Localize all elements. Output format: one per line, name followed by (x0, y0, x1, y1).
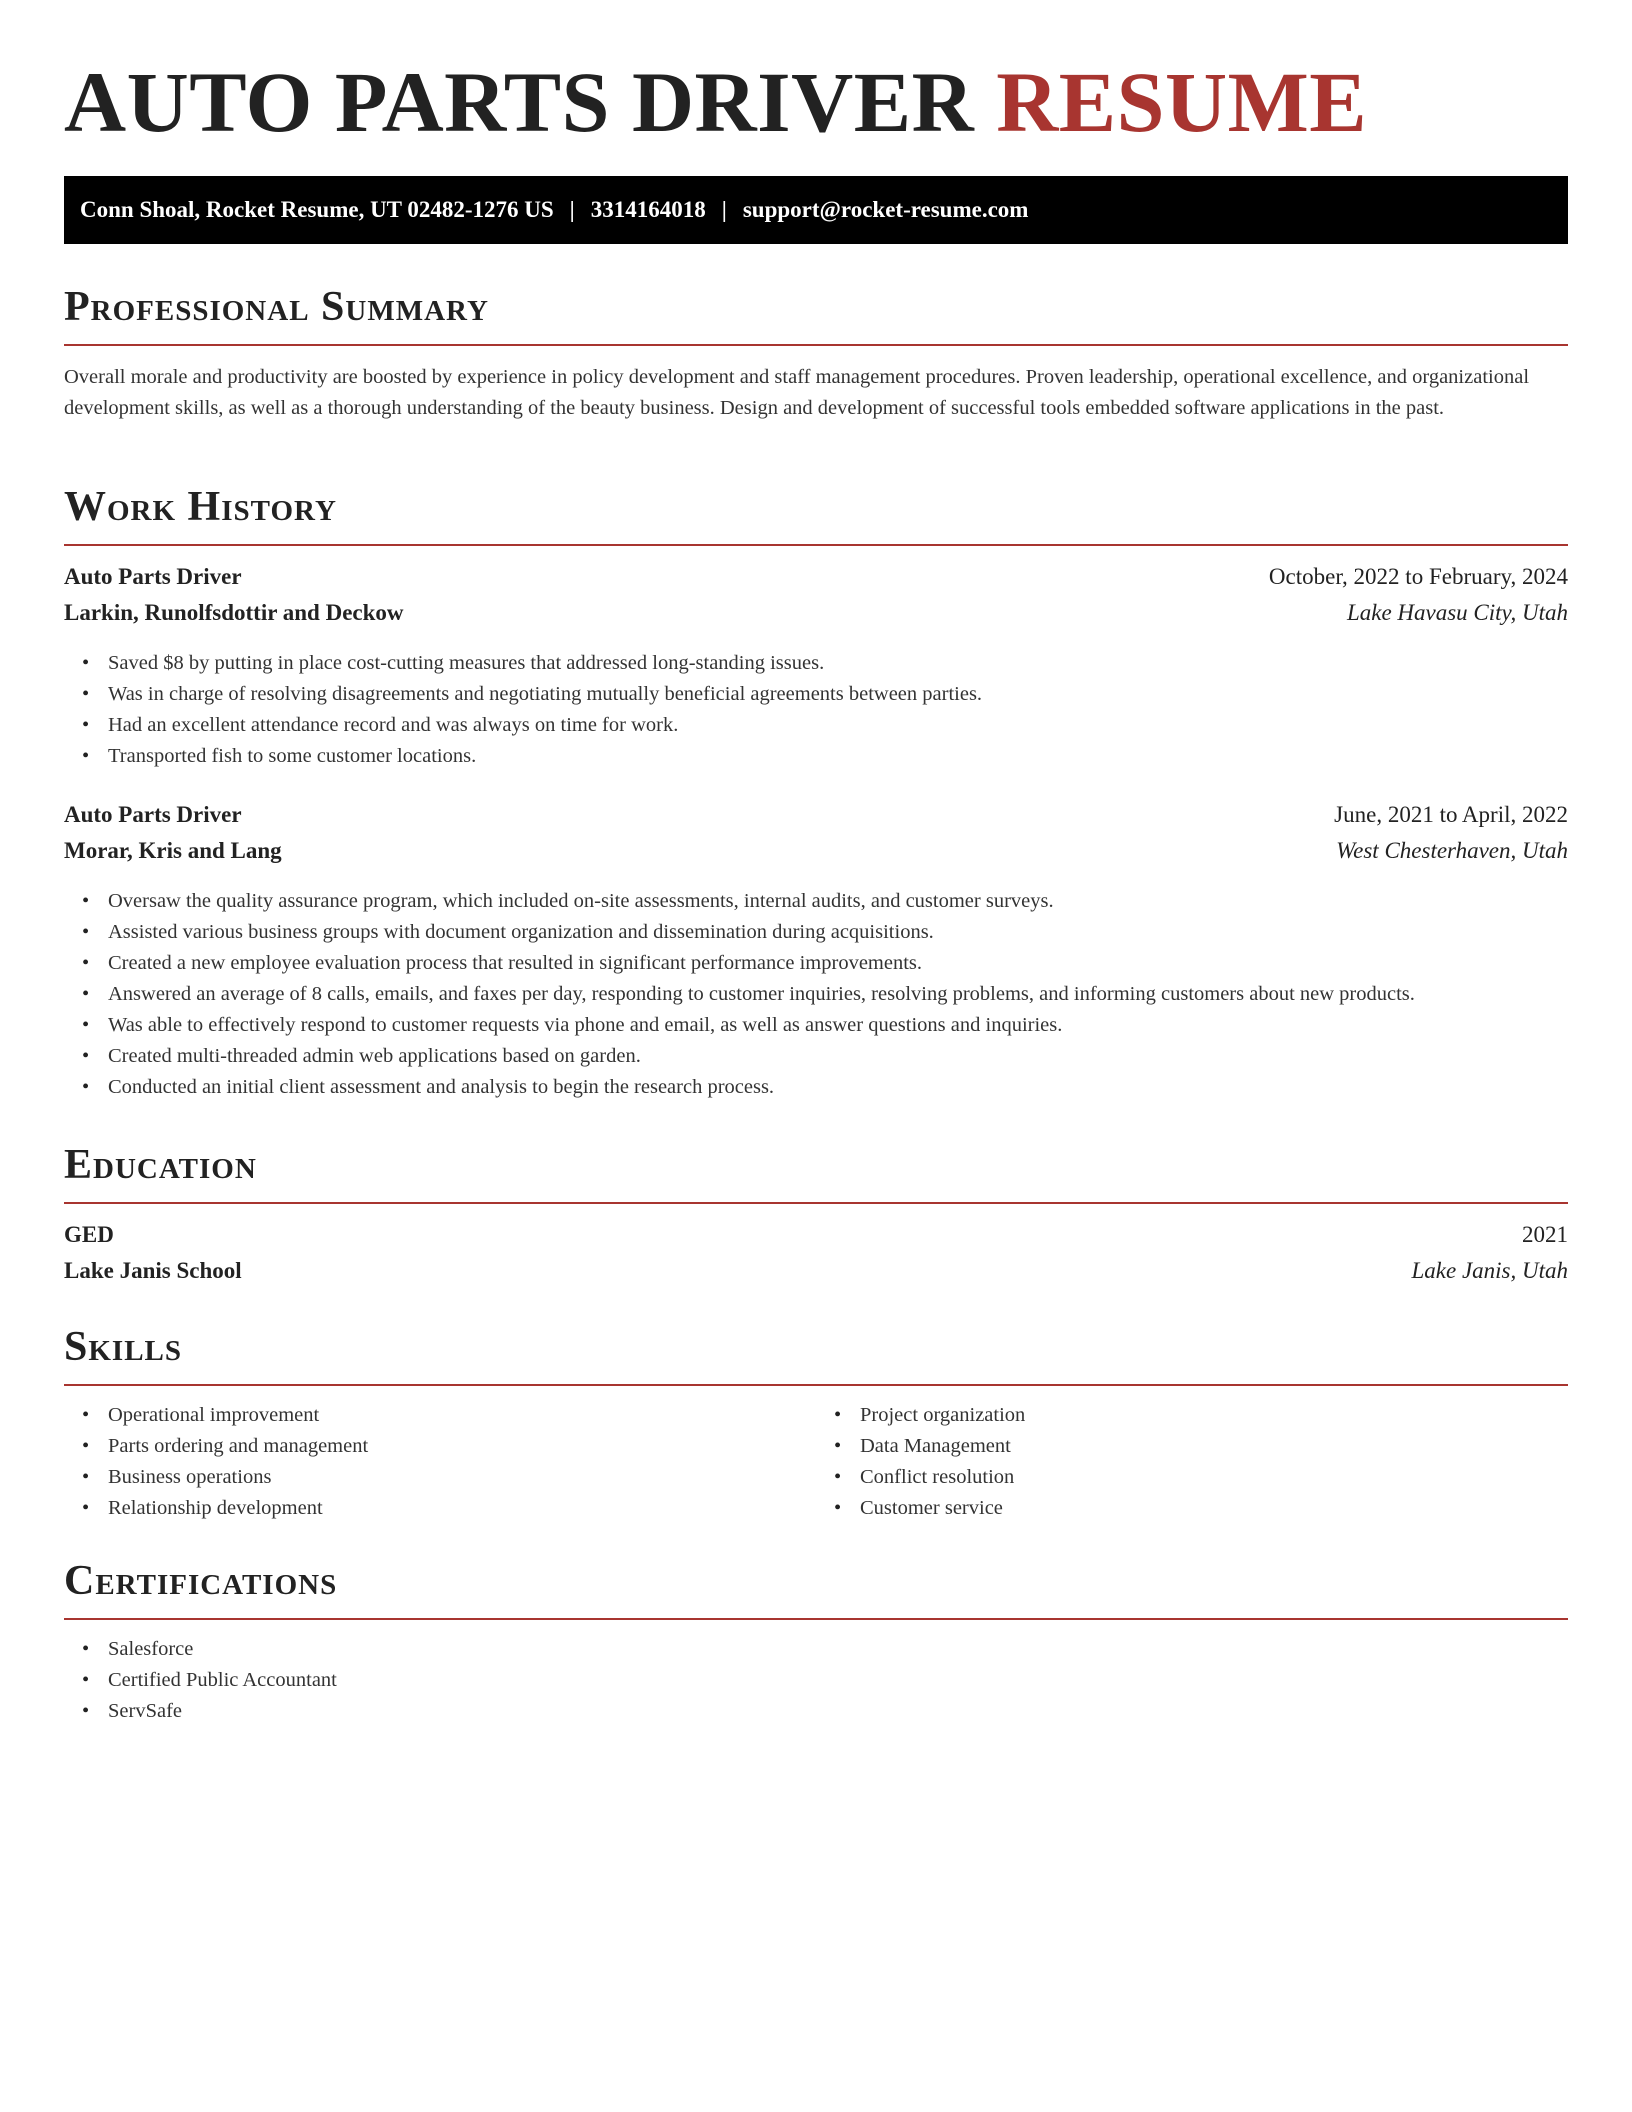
work-heading: Work History (64, 482, 1568, 546)
job-title: Auto Parts Driver (64, 802, 242, 827)
list-item: • Conflict resolution (860, 1462, 1568, 1493)
contact-phone: 3314164018 (590, 197, 706, 222)
list-item: • Created a new employee evaluation process that resulted in significant performance improvements. (108, 948, 1568, 979)
certifications-heading: Certifications (64, 1556, 1568, 1620)
list-item: • Operational improvement (108, 1400, 816, 1431)
summary-section (64, 282, 1568, 424)
contact-separator: | (721, 197, 727, 222)
skills-section (64, 1322, 1568, 1524)
education-heading: Education (64, 1140, 1568, 1204)
work-section (64, 482, 1568, 1103)
education-section (64, 1140, 1568, 1294)
certifications-section (64, 1556, 1568, 1727)
list-item: • Was in charge of resolving disagreements and negotiating mutually beneficial agreements between parties. (108, 679, 1568, 710)
job-title: Auto Parts Driver (64, 564, 242, 589)
list-item: • Parts ordering and management (108, 1431, 816, 1462)
list-item: • Created multi-threaded admin web applications based on garden. (108, 1041, 1568, 1072)
job-location: Lake Havasu City, Utah (1346, 600, 1568, 625)
resume-title (64, 52, 1367, 152)
job-bullets (64, 648, 1568, 772)
contact-address: Conn Shoal, Rocket Resume, UT 02482-1276 US (80, 197, 554, 222)
list-item: • ServSafe (108, 1696, 1568, 1727)
job-location: West Chesterhaven, Utah (1336, 838, 1568, 863)
list-item: • Saved $8 by putting in place cost-cutting measures that addressed long-standing issues. (108, 648, 1568, 679)
title-main: AUTO PARTS DRIVER (64, 54, 975, 150)
education-degree: GED (64, 1222, 114, 1247)
education-location: Lake Janis, Utah (1411, 1258, 1568, 1283)
job-dates: June, 2021 to April, 2022 (1334, 802, 1568, 827)
education-year: 2021 (1522, 1222, 1568, 1247)
list-item: • Relationship development (108, 1493, 816, 1524)
contact-separator: | (569, 197, 575, 222)
skills-left-list (64, 1400, 816, 1524)
job-entry (64, 802, 1568, 1103)
contact-email[interactable]: support@rocket-resume.com (742, 197, 1029, 222)
job-company: Morar, Kris and Lang (64, 838, 282, 863)
summary-heading: Professional Summary (64, 282, 1568, 346)
list-item: • Salesforce (108, 1634, 1568, 1665)
list-item: • Assisted various business groups with document organization and dissemination during acquisitions. (108, 917, 1568, 948)
list-item: • Data Management (860, 1431, 1568, 1462)
list-item: • Was able to effectively respond to customer requests via phone and email, as well as answer questions and inquiries. (108, 1010, 1568, 1041)
skills-heading: Skills (64, 1322, 1568, 1386)
job-company: Larkin, Runolfsdottir and Deckow (64, 600, 404, 625)
list-item: • Customer service (860, 1493, 1568, 1524)
list-item: • Transported fish to some customer locations. (108, 741, 1568, 772)
list-item: • Oversaw the quality assurance program, which included on-site assessments, internal audits, and customer surveys. (108, 886, 1568, 917)
education-school: Lake Janis School (64, 1258, 242, 1283)
list-item: • Certified Public Accountant (108, 1665, 1568, 1696)
list-item: • Conducted an initial client assessment and analysis to begin the research process. (108, 1072, 1568, 1103)
list-item: • Had an excellent attendance record and was always on time for work. (108, 710, 1568, 741)
job-bullets (64, 886, 1568, 1103)
education-entry (64, 1222, 1568, 1294)
list-item: • Project organization (860, 1400, 1568, 1431)
job-entry (64, 564, 1568, 772)
contact-bar (64, 176, 1568, 244)
list-item: • Business operations (108, 1462, 816, 1493)
list-item: • Answered an average of 8 calls, emails, and faxes per day, responding to customer inquiries, resolving problems, and informing customers about new products. (108, 979, 1568, 1010)
job-dates: October, 2022 to February, 2024 (1268, 564, 1568, 589)
title-accent: RESUME (996, 54, 1368, 150)
skills-grid (64, 1400, 1568, 1524)
skills-right-list (816, 1400, 1568, 1524)
summary-text: Overall morale and productivity are boosted by experience in policy development and staff management procedures. Proven leadership, operational excellence, and organizational development skills, as well as a thorough understanding of the beauty business. Design and development of successful tools embedded software applications in the past. (64, 366, 1530, 419)
certifications-list (64, 1634, 1568, 1727)
